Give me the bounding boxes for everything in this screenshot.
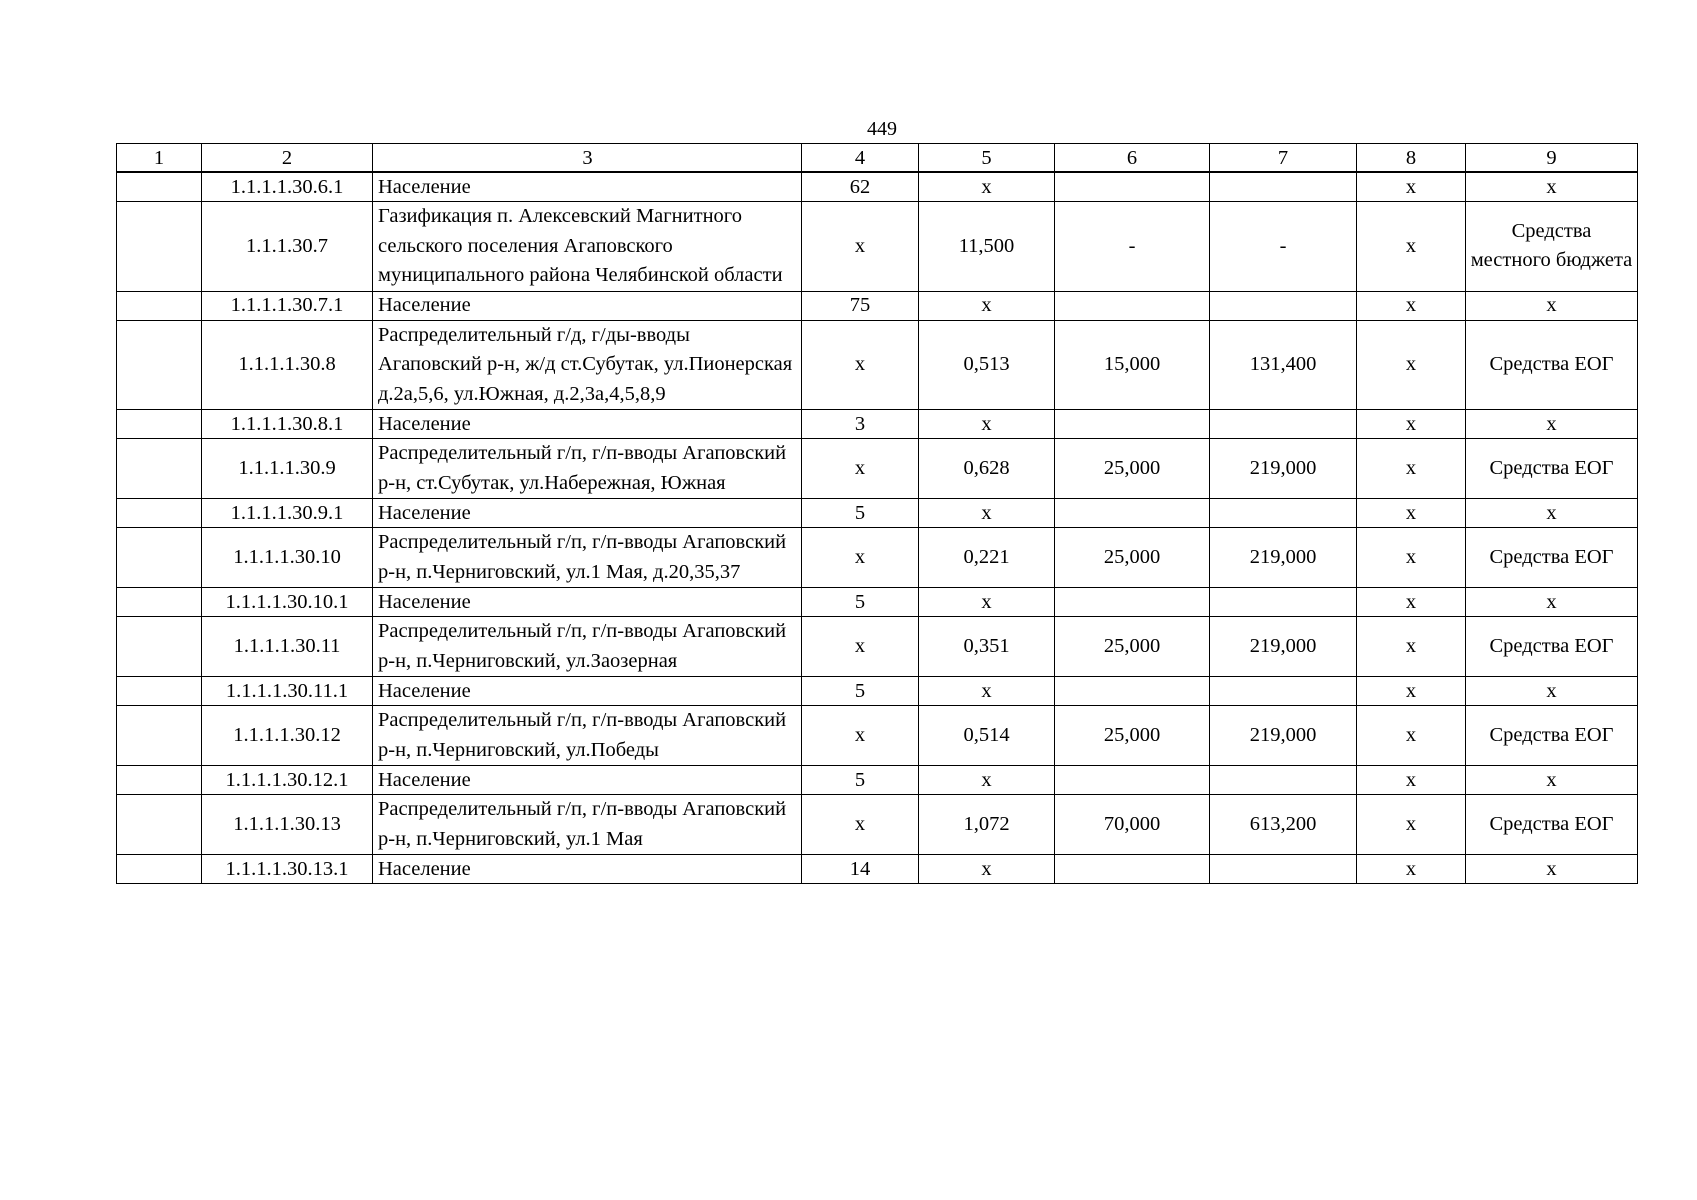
table-cell	[117, 528, 202, 588]
table-cell: x	[1466, 855, 1638, 884]
table-cell: Население	[373, 766, 802, 795]
table-cell: 219,000	[1210, 617, 1357, 677]
table-cell: x	[802, 439, 919, 499]
table-cell	[1055, 677, 1210, 706]
table-cell	[1210, 855, 1357, 884]
table-cell: Население	[373, 855, 802, 884]
table-cell: x	[1357, 706, 1466, 766]
table-cell	[117, 410, 202, 439]
table-row-population	[117, 172, 1638, 202]
table-cell: 1.1.1.1.30.11	[202, 617, 373, 677]
table-cell: -	[1055, 202, 1210, 292]
table-cell: 1.1.1.1.30.7.1	[202, 291, 373, 320]
table-cell: Распределительный г/д, г/ды-вводы Агаповский р-н, ж/д ст.Субутак, ул.Пионерская д.2а,5,6, ул.Южная, д.2,3а,4,5,8,9	[373, 320, 802, 410]
table-cell: x	[802, 617, 919, 677]
table-cell: x	[919, 855, 1055, 884]
table-row-population	[117, 291, 1638, 320]
table-cell: 1.1.1.1.30.12	[202, 706, 373, 766]
table-cell: Распределительный г/п, г/п-вводы Агаповский р-н, ст.Субутак, ул.Набережная, Южная	[373, 439, 802, 499]
table-cell	[1210, 766, 1357, 795]
table-cell: 1.1.1.1.30.10.1	[202, 588, 373, 617]
table-cell: 1,072	[919, 795, 1055, 855]
table-cell: 5	[802, 499, 919, 528]
table-cell: 219,000	[1210, 528, 1357, 588]
page-number: 449	[867, 118, 897, 140]
table-cell: x	[1357, 320, 1466, 410]
table-cell: 14	[802, 855, 919, 884]
table-cell: 219,000	[1210, 439, 1357, 499]
table-cell	[117, 706, 202, 766]
table-cell: 70,000	[1055, 795, 1210, 855]
table-row-item	[117, 439, 1638, 499]
table-cell: 0,514	[919, 706, 1055, 766]
table-cell	[1055, 855, 1210, 884]
table-cell: x	[1357, 439, 1466, 499]
header-cell: 5	[919, 144, 1055, 173]
table-cell: x	[1357, 588, 1466, 617]
header-cell: 8	[1357, 144, 1466, 173]
table-cell: x	[1466, 410, 1638, 439]
table-cell: Газификация п. Алексевский Магнитного сельского поселения Агаповского муниципального района Челябинской области	[373, 202, 802, 292]
table-cell: x	[1357, 172, 1466, 202]
table-cell: 0,513	[919, 320, 1055, 410]
table-cell: Средства ЕОГ	[1466, 795, 1638, 855]
table-cell: 5	[802, 588, 919, 617]
table-cell: Население	[373, 291, 802, 320]
table-cell: x	[1466, 766, 1638, 795]
table-cell: 75	[802, 291, 919, 320]
table-row-item	[117, 706, 1638, 766]
header-cell: 4	[802, 144, 919, 173]
table-row-item	[117, 320, 1638, 410]
table-cell: 1.1.1.1.30.9	[202, 439, 373, 499]
table-cell	[1055, 172, 1210, 202]
table-cell	[117, 320, 202, 410]
table-cell: Средства ЕОГ	[1466, 706, 1638, 766]
header-cell: 7	[1210, 144, 1357, 173]
table-cell	[1210, 499, 1357, 528]
table-cell: x	[802, 706, 919, 766]
table-cell: 11,500	[919, 202, 1055, 292]
table-cell: 1.1.1.1.30.12.1	[202, 766, 373, 795]
table-cell: 1.1.1.30.7	[202, 202, 373, 292]
table-cell	[117, 499, 202, 528]
table-cell: x	[919, 766, 1055, 795]
table-row-population	[117, 499, 1638, 528]
table-row-population	[117, 677, 1638, 706]
table-cell: 1.1.1.1.30.13.1	[202, 855, 373, 884]
table-cell	[1055, 588, 1210, 617]
document-table	[116, 143, 1638, 884]
table-row-item	[117, 528, 1638, 588]
table-cell: x	[919, 410, 1055, 439]
table-cell: Средства ЕОГ	[1466, 528, 1638, 588]
table-cell: Средства ЕОГ	[1466, 617, 1638, 677]
table-cell: x	[802, 202, 919, 292]
table-cell: 219,000	[1210, 706, 1357, 766]
header-cell: 6	[1055, 144, 1210, 173]
table-cell: 613,200	[1210, 795, 1357, 855]
table-cell: 0,221	[919, 528, 1055, 588]
header-cell: 2	[202, 144, 373, 173]
table-cell: 25,000	[1055, 617, 1210, 677]
table-cell: x	[919, 588, 1055, 617]
table-row-population	[117, 588, 1638, 617]
table-cell: x	[802, 528, 919, 588]
table-cell: x	[1357, 410, 1466, 439]
table-cell	[117, 617, 202, 677]
table-cell: x	[802, 795, 919, 855]
table-cell	[117, 677, 202, 706]
header-row	[117, 144, 1638, 173]
table-cell: 5	[802, 677, 919, 706]
table-cell: 0,628	[919, 439, 1055, 499]
table-cell: 25,000	[1055, 706, 1210, 766]
table-cell: Распределительный г/п, г/п-вводы Агаповский р-н, п.Черниговский, ул.Заозерная	[373, 617, 802, 677]
table-cell: Население	[373, 410, 802, 439]
table-cell: x	[1466, 172, 1638, 202]
table-cell: x	[919, 291, 1055, 320]
table-row-population	[117, 410, 1638, 439]
table-cell	[1055, 499, 1210, 528]
header-cell: 3	[373, 144, 802, 173]
table-cell	[117, 172, 202, 202]
table-cell	[117, 855, 202, 884]
table-row-population	[117, 855, 1638, 884]
table-cell	[1210, 677, 1357, 706]
table-cell: Население	[373, 588, 802, 617]
table-cell: Распределительный г/п, г/п-вводы Агаповский р-н, п.Черниговский, ул.Победы	[373, 706, 802, 766]
table-cell: x	[1357, 499, 1466, 528]
table-cell: x	[1357, 677, 1466, 706]
table-cell	[117, 766, 202, 795]
table-cell: 1.1.1.1.30.6.1	[202, 172, 373, 202]
table-cell: Население	[373, 499, 802, 528]
table-cell: 25,000	[1055, 439, 1210, 499]
table-cell	[117, 202, 202, 292]
table-cell: 1.1.1.1.30.13	[202, 795, 373, 855]
table-cell: 1.1.1.1.30.10	[202, 528, 373, 588]
table-cell: 1.1.1.1.30.8.1	[202, 410, 373, 439]
table-cell: 1.1.1.1.30.11.1	[202, 677, 373, 706]
table-cell: 25,000	[1055, 528, 1210, 588]
table-cell: x	[1357, 855, 1466, 884]
table-cell: 5	[802, 766, 919, 795]
table-cell: x	[919, 499, 1055, 528]
table-row-item	[117, 617, 1638, 677]
table-cell	[117, 795, 202, 855]
table-cell: x	[919, 677, 1055, 706]
table-cell	[117, 439, 202, 499]
table-cell	[1210, 172, 1357, 202]
table-cell: 131,400	[1210, 320, 1357, 410]
table-row-item	[117, 202, 1638, 292]
table-cell	[117, 588, 202, 617]
table-cell: 15,000	[1055, 320, 1210, 410]
table-cell: x	[1357, 795, 1466, 855]
table-cell	[1055, 291, 1210, 320]
table-cell: x	[1466, 499, 1638, 528]
table-cell	[1210, 588, 1357, 617]
table-cell: Население	[373, 172, 802, 202]
table-cell: 62	[802, 172, 919, 202]
table-cell: -	[1210, 202, 1357, 292]
table-row-item	[117, 795, 1638, 855]
table-cell: x	[1466, 291, 1638, 320]
table-cell: Распределительный г/п, г/п-вводы Агаповский р-н, п.Черниговский, ул.1 Мая	[373, 795, 802, 855]
table-cell: Средства ЕОГ	[1466, 439, 1638, 499]
table-cell: x	[1357, 528, 1466, 588]
table-cell: x	[1357, 291, 1466, 320]
table-cell: x	[1466, 677, 1638, 706]
table-cell: x	[802, 320, 919, 410]
table-cell	[1055, 766, 1210, 795]
table-cell: x	[1357, 202, 1466, 292]
table-cell	[1210, 291, 1357, 320]
table-row-population	[117, 766, 1638, 795]
table-cell: Население	[373, 677, 802, 706]
table-cell: x	[1466, 588, 1638, 617]
header-cell: 9	[1466, 144, 1638, 173]
table-cell: 3	[802, 410, 919, 439]
table-cell	[1055, 410, 1210, 439]
table-cell	[1210, 410, 1357, 439]
table-cell: x	[1357, 766, 1466, 795]
table-cell	[117, 291, 202, 320]
header-cell: 1	[117, 144, 202, 173]
table-cell: Средства местного бюджета	[1466, 202, 1638, 292]
table-cell: x	[1357, 617, 1466, 677]
table-cell: x	[919, 172, 1055, 202]
table-cell: Распределительный г/п, г/п-вводы Агаповский р-н, п.Черниговский, ул.1 Мая, д.20,35,37	[373, 528, 802, 588]
table-cell: 1.1.1.1.30.8	[202, 320, 373, 410]
table-cell: Средства ЕОГ	[1466, 320, 1638, 410]
table-cell: 0,351	[919, 617, 1055, 677]
table-cell: 1.1.1.1.30.9.1	[202, 499, 373, 528]
